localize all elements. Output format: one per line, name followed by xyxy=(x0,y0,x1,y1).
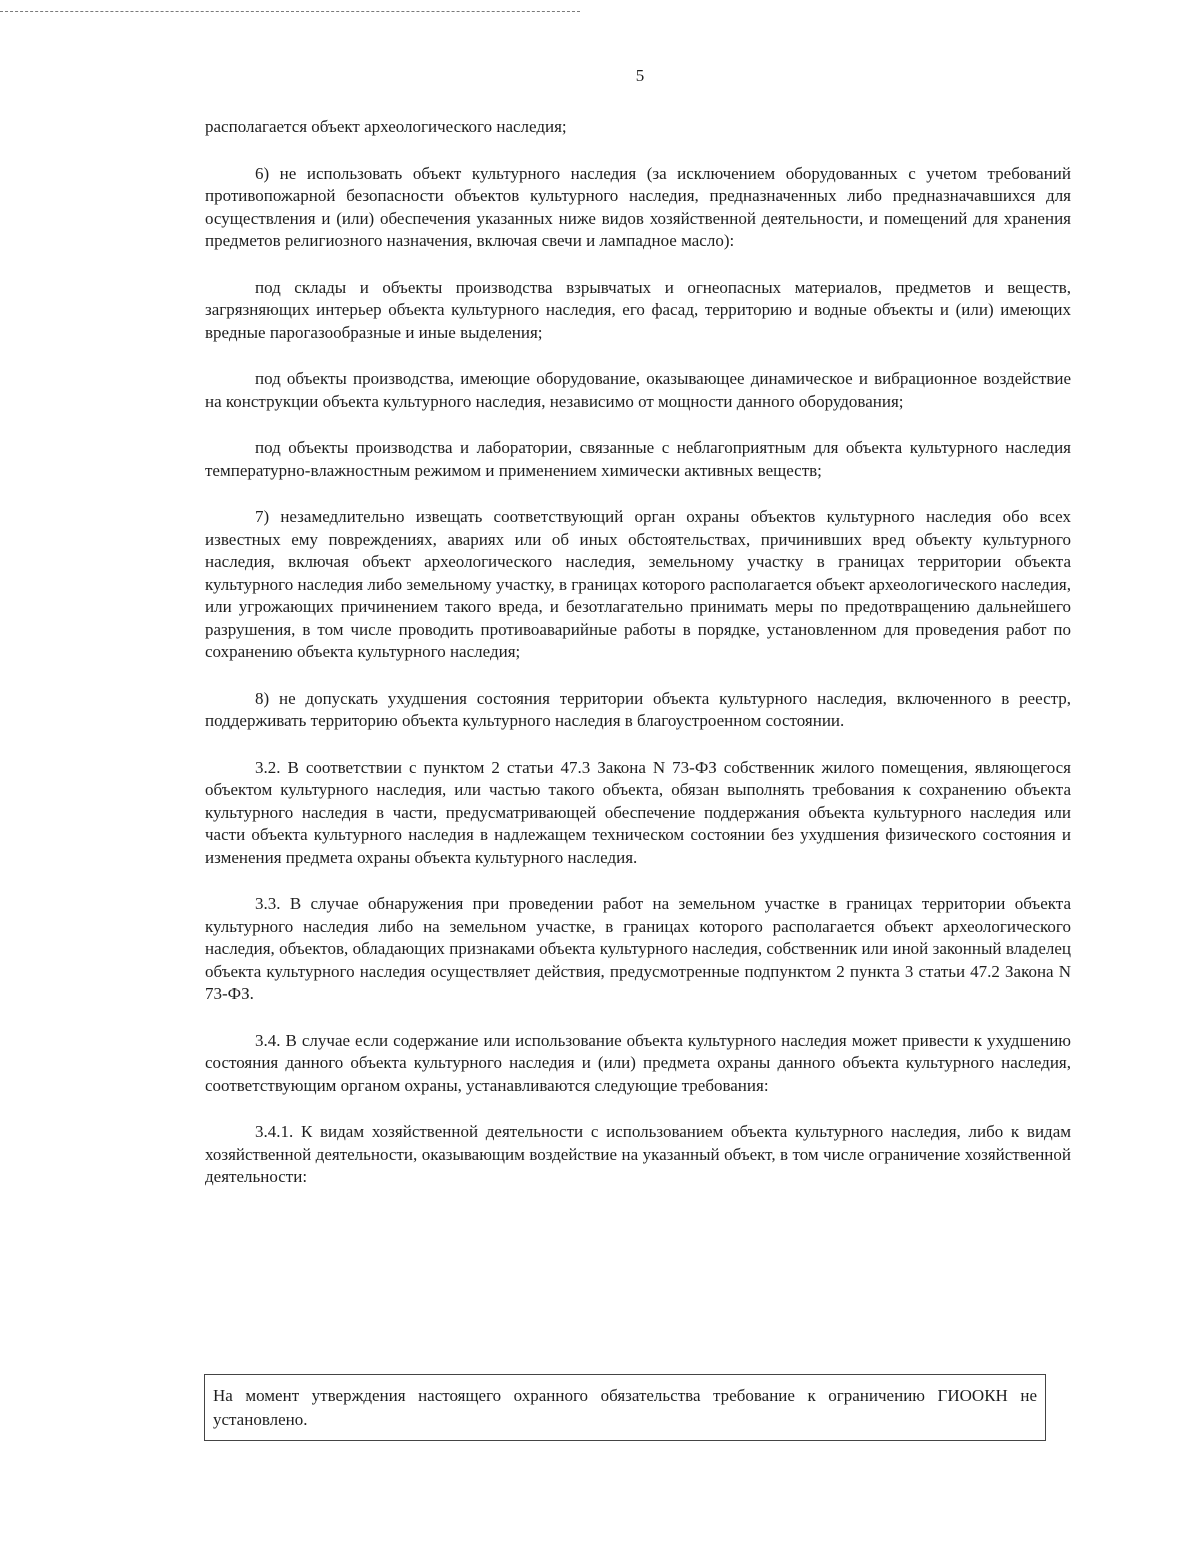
paragraph-3-2: 3.2. В соответствии с пунктом 2 статьи 47.3 Закона N 73-ФЗ собственник жилого помещения, являющегося объектом культурного наследия, или частью такого объекта, обязан выполнять требования к сохранению объекта культурного наследия в части, предусматривающей обеспечение поддержания объекта культурного наследия или части объекта культурного наследия в надлежащем техническом состоянии без ухудшения физического состояния и изменения предмета охраны объекта культурного наследия. xyxy=(205,757,1071,867)
scan-edge-line xyxy=(0,11,580,12)
paragraph-item-8: 8) не допускать ухудшения состояния территории объекта культурного наследия, включенного в реестр, поддерживать территорию объекта культурного наследия в благоустроенном состоянии. xyxy=(205,688,1071,730)
paragraph-item-6: 6) не использовать объект культурного наследия (за исключением оборудованных с учетом требований противопожарной безопасности объектов культурного наследия, предназначенных либо предназначавшихся для осуществления и (или) обеспечения указанных ниже видов хозяйственной деятельности, и помещений для хранения предметов религиозного назначения, включая свечи и лампадное масло): xyxy=(205,163,1071,250)
paragraph-warehouses: под склады и объекты производства взрывчатых и огнеопасных материалов, предметов и веществ, загрязняющих интерьер объекта культурного наследия, его фасад, территорию и водные объекты и (или) имеющих вредные парогазообразные и иные выделения; xyxy=(205,277,1071,342)
paragraph-item-7: 7) незамедлительно извещать соответствующий орган охраны объектов культурного наследия обо всех известных ему повреждениях, авариях или об иных обстоятельствах, причинивших вред объекту культурного наследия, включая объект археологического наследия, земельному участку в границах территории объекта культурного наследия либо земельному участку, в границах которого располагается объект археологического наследия, или угрожающих причинением такого вреда, и безотлагательно принимать меры по предотвращению дальнейшего разрушения, в том числе проводить противоаварийные работы в порядке, установленном для проведения работ по сохранению объекта культурного наследия; xyxy=(205,507,1071,661)
paragraph-continuation: располагается объект археологического наследия; xyxy=(205,117,567,136)
paragraph-3-4-1: 3.4.1. К видам хозяйственной деятельности с использованием объекта культурного наследия, либо к видам хозяйственной деятельности, оказывающим воздействие на указанный объект, в том числе ограничение хозяйственной деятельности: xyxy=(205,1122,1071,1186)
paragraph-3-3: 3.3. В случае обнаружения при проведении работ на земельном участке в границах территории объекта культурного наследия либо на земельном участке, в границах которого располагается объект археологического наследия, объектов, обладающих признаками объекта культурного наследия, собственник или иной законный владелец объекта культурного наследия осуществляет действия, предусмотренные подпунктом 2 пункта 3 статьи 47.2 Закона N 73-ФЗ. xyxy=(205,894,1071,1003)
document-body xyxy=(205,116,1071,1213)
page-number: 5 xyxy=(635,66,645,85)
restriction-note-box: На момент утверждения настоящего охранного обязательства требование к ограничению ГИООКН не установлено. xyxy=(204,1374,1046,1441)
paragraph-laboratories: под объекты производства и лаборатории, связанные с неблагоприятным для объекта культурного наследия температурно-влажностным режимом и применением химически активных веществ; xyxy=(205,438,1071,480)
paragraph-production-vibration: под объекты производства, имеющие оборудование, оказывающее динамическое и вибрационное воздействие на конструкции объекта культурного наследия, независимо от мощности данного оборудования; xyxy=(205,369,1071,411)
paragraph-3-4: 3.4. В случае если содержание или использование объекта культурного наследия может привести к ухудшению состояния данного объекта культурного наследия и (или) предмета охраны данного объекта культурного наследия, соответствующим органом охраны, устанавливаются следующие требования: xyxy=(205,1030,1071,1095)
